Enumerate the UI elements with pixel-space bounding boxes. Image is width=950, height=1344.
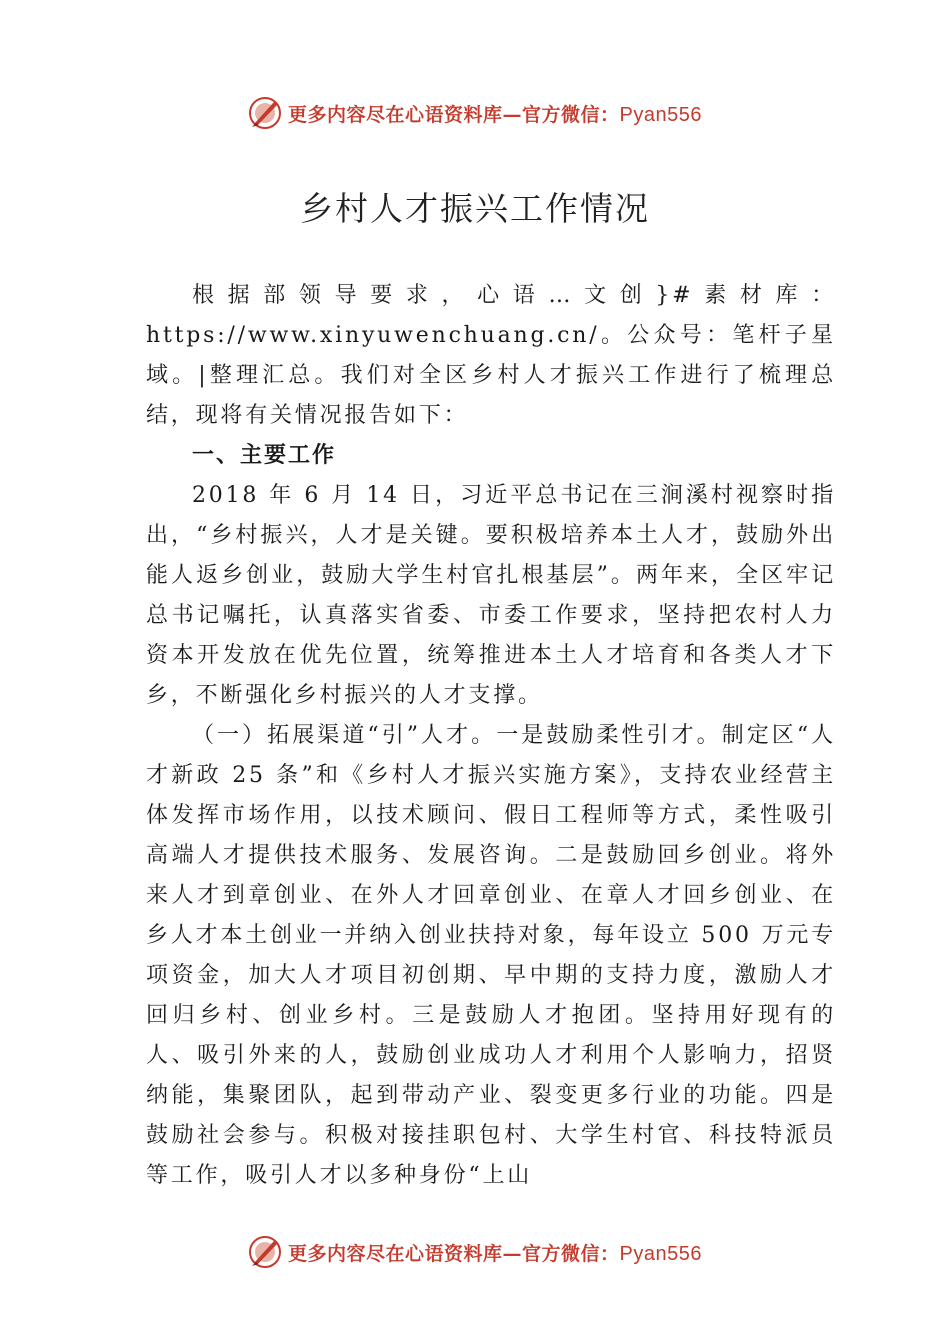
brush-logo-icon [248,1235,282,1269]
banner-handle: Pyan556 [619,103,702,126]
document-body [146,276,836,1196]
header-banner [0,93,950,133]
brush-logo-icon [248,96,282,130]
banner-promo: 更多内容尽在心语资料库—官方微信： [288,1242,620,1265]
banner-text [288,1239,702,1266]
footer-banner [0,1232,950,1272]
body-paragraph-2: （一）拓展渠道“引”人才。一是鼓励柔性引才。制定区“人才新政 25 条”和《乡村人才振兴实施方案》，支持农业经营主体发挥市场作用，以技术顾问、假日工程师等方式，柔性吸引高端人才提供技术服务、发展咨询。二是鼓励回乡创业。将外来人才到章创业、在外人才回章创业、在章人才回乡创业、在乡人才本土创业一并纳入创业扶持对象，每年设立 500 万元专项资金，加大人才项目初创期、早中期的支持力度，激励人才回归乡村、创业乡村。三是鼓励人才抱团。坚持用好现有的人、吸引外来的人，鼓励创业成功人才利用个人影响力，招贤纳能，集聚团队，起到带动产业、裂变更多行业的功能。四是鼓励社会参与。积极对接挂职包村、大学生村官、科技特派员等工作，吸引人才以多种身份“上山 [146,723,836,1188]
intro-paragraph: 根据部领导要求，心语…文创}#素材库：https://www.xinyuwenchuang.cn/。公众号：笔杆子星域。|整理汇总。我们对全区乡村人才振兴工作进行了梳理总结，现将有关情况报告如下： [146,283,836,428]
banner-promo: 更多内容尽在心语资料库—官方微信： [288,103,620,126]
document-title: 乡村人才振兴工作情况 [300,189,650,228]
body-paragraph-1: 2018 年 6 月 14 日，习近平总书记在三涧溪村视察时指出，“乡村振兴，人才是关键。要积极培养本土人才，鼓励外出能人返乡创业，鼓励大学生村官扎根基层”。两年来，全区牢记总书记嘱托，认真落实省委、市委工作要求，坚持把农村人力资本开发放在优先位置，统筹推进本土人才培育和各类人才下乡，不断强化乡村振兴的人才支撑。 [146,483,836,708]
banner-text [288,100,702,127]
section-heading: 一、主要工作 [192,443,337,468]
banner-handle: Pyan556 [619,1242,702,1265]
